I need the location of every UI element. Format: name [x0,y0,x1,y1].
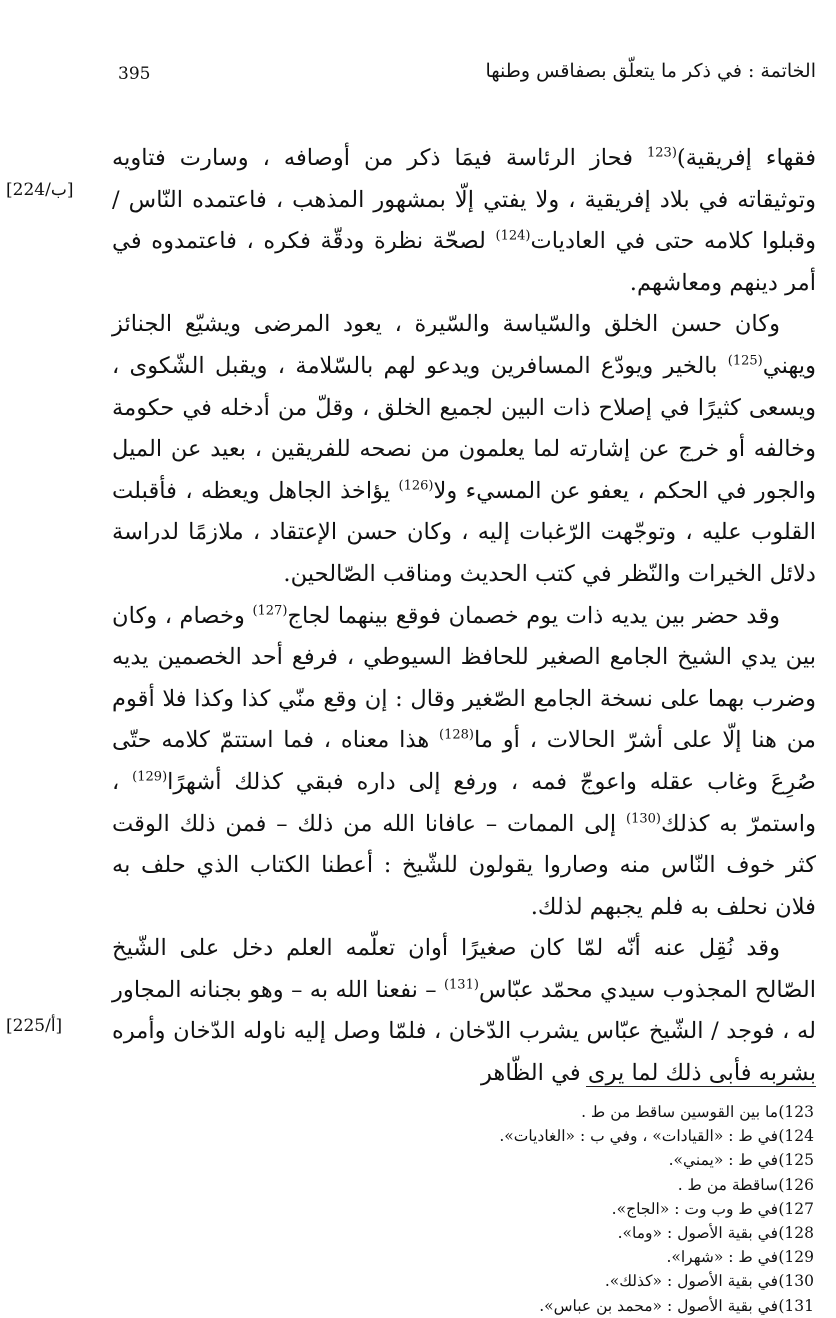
footnote-item [314,1245,814,1269]
paragraph [112,928,816,1094]
footnote-item [314,1100,814,1124]
footnote-number: 124) [778,1127,814,1146]
text-run: لصحّة نظرة ودقّة فكره ، فاعتمدوه في أمر دينهم ومعاشهم. [112,228,816,296]
footnotes [314,1100,814,1318]
footnote-item [314,1197,814,1221]
footnote-separator [586,1086,816,1087]
margin-folio-ref: [224/ب] [6,180,74,200]
footnote-text: في بقية الأصول : «وما». [617,1223,778,1242]
footnote-item [314,1124,814,1148]
footnote-number: 130) [778,1272,814,1291]
text-run: هذا معناه ، فما استتمّ كلامه حتّى صُرِعَ وغاب عقله واعوجّ فمه ، ورفع إلى داره فبقي كذلك أشهرًا [112,727,816,795]
footnote-item [314,1221,814,1245]
footnote-ref: (131) [443,977,479,993]
footnote-text: في بقية الأصول : «كذلك». [604,1272,778,1291]
footnote-number: 126) [778,1175,814,1194]
page-number: 395 [118,64,151,84]
footnote-number: 125) [778,1151,814,1170]
footnote-ref: (123 [646,145,677,161]
footnote-ref: (127) [252,603,288,618]
paragraph [112,596,816,929]
footnote-ref: (129) [132,769,168,785]
paragraph [112,138,816,304]
footnote-number: 128) [778,1223,814,1242]
text-run: وقد نُقِل عنه أنّه لمّا كان صغيرًا أوان تعلّمه العلم دخل على الشّيخ الصّالح المجذوب سيدي محمّد عبّاس [112,935,816,1003]
text-run: وكان حسن الخلق والسّياسة والسّيرة ، يعود المرضى ويشيّع الجنائز ويهني [112,311,816,379]
footnote-ref: (125) [727,353,763,369]
footnote-ref: (130) [625,810,661,826]
main-text [112,138,816,1095]
footnote-text: في ط وب وت : «الجاج». [611,1199,778,1218]
footnote-text: في بقية الأصول : «محمد بن عباس». [539,1296,778,1315]
footnote-text: ساقطة من ط . [677,1175,778,1194]
text-run: وخصام ، وكان بين يدي الشيخ الجامع الصغير للحافظ السيوطي ، فرفع أحد الخصمين يديه وضرب بهما على نسخة الجامع الصّغير وقال : إن وقع منّي كذا وكذا فلا أقوم من هنا إلّا على أشرّ الحالات ، أو ما [112,602,816,754]
text-run: ، واستمرّ به كذلك [112,768,816,837]
footnote-item [314,1269,814,1293]
paragraph [112,304,816,595]
footnote-number: 129) [778,1248,814,1267]
footnote-text: في ط : «يمني». [668,1151,778,1170]
text-run: فحاز الرئاسة فيمَا ذكر من أوصافه ، وسارت فتاويه وتوثيقاته في بلاد إفريقية ، ولا يفتي إلّا بمشهور المذهب ، فاعتمده النّاس / وقبلوا كلامه حتى في العاديات [112,145,816,255]
margin-folio-ref: [225/أ] [6,1016,63,1036]
text-run: يؤاخذ الجاهل ويعظه ، فأقبلت القلوب عليه ، وتوجّهت الرّغبات إليه ، وكان حسن الإعتقاد ، ملازمًا لدراسة دلائل الخيرات والنّظر في كتب الحديث ومناقب الصّالحين. [112,477,816,587]
running-header: الخاتمة : في ذكر ما يتعلّق بصفاقس وطنها [485,60,816,82]
footnote-text: في ط : «شهرا». [666,1248,778,1267]
footnote-number: 123) [778,1103,814,1121]
footnote-text: في ط : «القيادات» ، وفي ب : «الغاديات». [499,1127,778,1146]
footnote-ref: (124) [495,228,531,244]
text-run: فقهاء إفريقية) [676,145,817,171]
footnote-number: 131) [778,1296,814,1315]
text-run: بالخير ويودّع المسافرين ويدعو لهم بالسّلامة ، ويقبل الشّكوى ، ويسعى كثيرًا في إصلاح ذات البين لجميع الخلق ، وقلّ من أدخله في حكومة وخالفه أو خرج عن إشارته لما يعلمون من نصحه للفريقين ، بعيد عن الميل والجور في الحكم ، يعفو عن المسيء ولا [112,352,816,504]
text-run: – نفعنا الله به – وهو بجنانه المجاور له ، فوجد / الشّيخ عبّاس يشرب الدّخان ، فلمّا وصل إليه ناوله الدّخان وأمره بشربه فأبى ذلك لما يرى في الظّاهر [112,976,816,1087]
footnote-text: ما بين القوسين ساقط من ط . [581,1103,778,1121]
footnote-item [314,1173,814,1197]
text-run: إلى الممات – عافانا الله من ذلك – فمن ذلك الوقت كثر خوف النّاس منه وصاروا يقولون للشّيخ : أعطنا الكتاب الذي حلف به فلان نحلف به فلم يجبهم لذلك. [112,810,816,920]
footnote-number: 127) [778,1199,814,1218]
text-run: وقد حضر بين يديه ذات يوم خصمان فوقع بينهما لجاج [287,602,781,629]
footnote-item [314,1294,814,1318]
footnote-ref: (126) [398,478,434,494]
footnote-ref: (128) [439,727,474,743]
footnote-item [314,1148,814,1172]
